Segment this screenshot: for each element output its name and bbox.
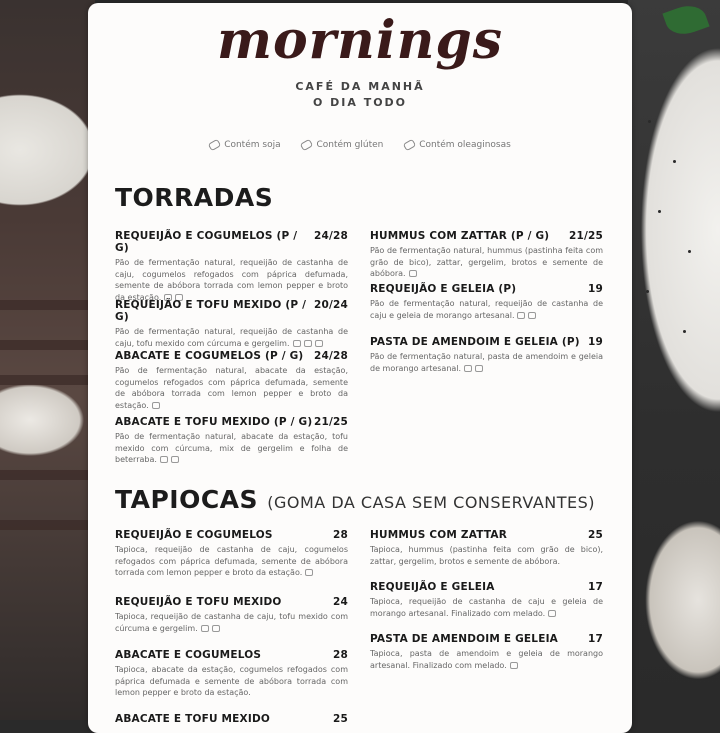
section-title-tapiocas <box>115 485 595 514</box>
item-price: 17 <box>587 581 603 593</box>
item-description: Pão de fermentação natural, requeijão de castanha de caju, cogumelos refogados com páprica defumada, semente de abóbora torrada com lemon pepper e broto da estação. <box>115 258 348 302</box>
legend-nuts: Contém oleaginosas <box>419 140 511 150</box>
menu-item <box>370 529 603 567</box>
menu-item <box>370 283 603 321</box>
tagline-1: CAFÉ DA MANHÃ <box>295 80 425 93</box>
item-name: REQUEIJÃO E GELEIA <box>370 581 495 593</box>
item-price: 17 <box>587 633 603 645</box>
item-name: HUMMUS COM ZATTAR (P / G) <box>370 230 550 242</box>
item-description: Tapioca, requeijão de castanha de caju e geleia de morango artesanal. Finalizado com melado. <box>370 597 603 618</box>
item-description: Pão de fermentação natural, abacate da estação, tofu mexido com cúrcuma, mix de gergelim e folha de beterraba. <box>115 432 348 464</box>
tagline-2: O DIA TODO <box>312 96 408 109</box>
item-price: 28 <box>332 649 348 661</box>
wheat-icon <box>300 138 314 150</box>
item-name: ABACATE E TOFU MEXIDO (P / G) <box>115 416 313 428</box>
legend-gluten: Contém glúten <box>316 140 384 150</box>
menu-item <box>115 713 348 725</box>
item-name: ABACATE E COGUMELOS <box>115 649 262 661</box>
item-price: 21/25 <box>568 230 603 242</box>
background-food-left <box>0 0 95 720</box>
item-price: 28 <box>332 529 348 541</box>
brand-logo: mornings <box>216 10 504 71</box>
menu-item <box>115 596 348 634</box>
item-price: 20/24 <box>313 299 348 311</box>
item-description: Tapioca, pasta de amendoim e geleia de morango artesanal. Finalizado com melado. <box>370 649 603 670</box>
item-name: ABACATE E COGUMELOS (P / G) <box>115 350 304 362</box>
leaf-icon <box>662 0 709 40</box>
item-name: REQUEIJÃO E GELEIA (P) <box>370 283 517 295</box>
nut-icon <box>403 138 417 150</box>
item-price: 19 <box>587 336 603 348</box>
menu-item <box>115 230 348 303</box>
item-name: PASTA DE AMENDOIM E GELEIA (P) <box>370 336 580 348</box>
item-description: Pão de fermentação natural, abacate da estação, cogumelos refogados com páprica defumada, semente de abóbora torrada com lemon pepper e broto da estação. <box>115 366 348 410</box>
menu-item <box>115 350 348 411</box>
item-description: Tapioca, hummus (pastinha feita com grão de bico), zattar, gergelim, brotos e semente de abóbora. <box>370 545 603 566</box>
item-description: Tapioca, requeijão de castanha de caju, cogumelos refogados com páprica defumada, semente de abóbora torrada com lemon pepper e broto da estação. <box>115 545 348 577</box>
menu-item <box>115 416 348 466</box>
item-name: REQUEIJÃO E TOFU MEXIDO (P / G) <box>115 299 307 323</box>
menu-item <box>370 230 603 280</box>
item-name: HUMMUS COM ZATTAR <box>370 529 507 541</box>
legend-soy: Contém soja <box>224 140 281 150</box>
item-price: 19 <box>587 283 603 295</box>
item-description: Pão de fermentação natural, requeijão de castanha de caju e geleia de morango artesanal. <box>370 299 603 320</box>
item-description: Pão de fermentação natural, requeijão de castanha de caju, tofu mexido com cúrcuma e gergelim. <box>115 327 348 348</box>
item-description: Pão de fermentação natural, pasta de amendoim e geleia de morango artesanal. <box>370 352 603 373</box>
item-name: REQUEIJÃO E TOFU MEXIDO <box>115 596 282 608</box>
item-price: 24/28 <box>313 350 348 362</box>
item-price: 21/25 <box>313 416 348 428</box>
menu-item <box>370 633 603 671</box>
menu-item <box>370 336 603 374</box>
item-description: Tapioca, abacate da estação, cogumelos refogados com páprica defumada e semente de abóbora torrada com lemon pepper e broto da estação. <box>115 665 348 697</box>
allergen-legend <box>88 140 632 150</box>
menu-item <box>115 299 348 349</box>
section-title: TAPIOCAS <box>115 485 259 514</box>
menu-item <box>115 529 348 579</box>
menu-card <box>88 3 632 733</box>
item-price: 25 <box>587 529 603 541</box>
item-name: REQUEIJÃO E COGUMELOS <box>115 529 273 541</box>
menu-item <box>370 581 603 619</box>
section-subtitle: (GOMA DA CASA SEM CONSERVANTES) <box>267 493 596 512</box>
item-price: 25 <box>332 713 348 725</box>
item-description: Pão de fermentação natural, hummus (pastinha feita com grão de bico), zattar, gergelim, brotos e semente de abóbora. <box>370 246 603 278</box>
soy-icon <box>208 138 222 150</box>
item-price: 24/28 <box>313 230 348 242</box>
item-name: REQUEIJÃO E COGUMELOS (P / G) <box>115 230 298 254</box>
menu-item <box>115 649 348 699</box>
background-food-right <box>628 0 720 720</box>
item-price: 24 <box>332 596 348 608</box>
item-name: ABACATE E TOFU MEXIDO <box>115 713 270 725</box>
item-description: Tapioca, requeijão de castanha de caju, tofu mexido com cúrcuma e gergelim. <box>115 612 348 633</box>
section-title-torradas: TORRADAS <box>115 183 274 212</box>
item-name: PASTA DE AMENDOIM E GELEIA <box>370 633 558 645</box>
